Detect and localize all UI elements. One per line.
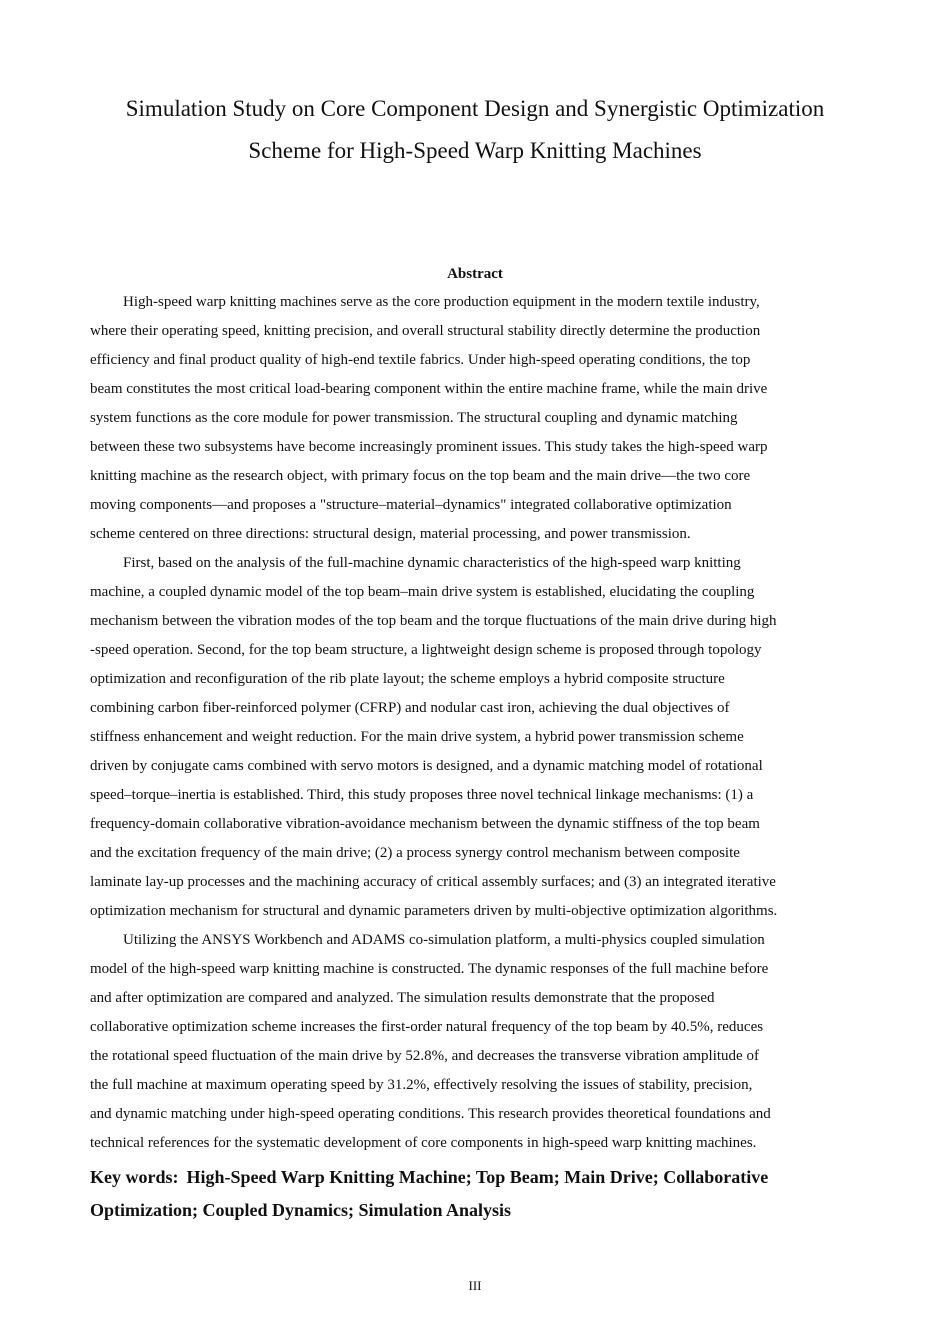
keywords-text-1: High-Speed Warp Knitting Machine; Top Beam; Main Drive; Collaborative: [186, 1167, 769, 1187]
abstract-body: [90, 288, 860, 1158]
paper-title-line-1: Simulation Study on Core Component Design and Synergistic Optimization: [125, 96, 825, 121]
keywords-text-2: Optimization; Coupled Dynamics; Simulation Analysis: [90, 1200, 512, 1220]
text-line: and dynamic matching under high-speed operating conditions. This research provides theoretical foundations and: [90, 1106, 771, 1122]
text-line: beam constitutes the most critical load-bearing component within the entire machine frame, while the main drive: [90, 381, 768, 397]
keywords-line-1: [90, 1161, 860, 1194]
text-line: system functions as the core module for power transmission. The structural coupling and dynamic matching: [90, 410, 738, 426]
text-line: where their operating speed, knitting precision, and overall structural stability directly determine the production: [90, 323, 761, 339]
text-line: and after optimization are compared and analyzed. The simulation results demonstrate that the proposed: [90, 990, 715, 1006]
abstract-paragraph-3: [90, 926, 860, 1158]
text-line: optimization mechanism for structural and dynamic parameters driven by multi-objective optimization algorithms.: [90, 903, 778, 919]
text-line: optimization and reconfiguration of the rib plate layout; the scheme employs a hybrid composite structure: [90, 671, 725, 687]
text-line: moving components—and proposes a "structure–material–dynamics" integrated collaborative optimization: [90, 497, 732, 513]
text-line: model of the high-speed warp knitting machine is constructed. The dynamic responses of the full machine before: [90, 961, 769, 977]
abstract-paragraph-2: [90, 549, 860, 926]
text-line: mechanism between the vibration modes of the top beam and the torque fluctuations of the main drive during high: [90, 613, 777, 629]
text-line: machine, a coupled dynamic model of the top beam–main drive system is established, elucidating the coupling: [90, 584, 755, 600]
text-line: -speed operation. Second, for the top beam structure, a lightweight design scheme is proposed through topology: [90, 642, 762, 658]
text-line: driven by conjugate cams combined with servo motors is designed, and a dynamic matching model of rotational: [90, 758, 763, 774]
page-number: III: [468, 1278, 482, 1293]
text-line: scheme centered on three directions: structural design, material processing, and power transmission.: [90, 526, 691, 542]
abstract-paragraph-1: [90, 288, 860, 549]
text-line: Utilizing the ANSYS Workbench and ADAMS co-simulation platform, a multi-physics coupled simulation: [123, 932, 765, 948]
text-line: technical references for the systematic development of core components in high-speed warp knitting machines.: [90, 1135, 757, 1151]
text-line: First, based on the analysis of the full-machine dynamic characteristics of the high-speed warp knitting: [123, 555, 741, 571]
text-line: the full machine at maximum operating speed by 31.2%, effectively resolving the issues of stability, precision,: [90, 1077, 753, 1093]
text-line: between these two subsystems have become increasingly prominent issues. This study takes the high-speed warp: [90, 439, 768, 455]
text-line: High-speed warp knitting machines serve as the core production equipment in the modern textile industry,: [123, 294, 760, 310]
text-line: frequency-domain collaborative vibration-avoidance mechanism between the dynamic stiffness of the top beam: [90, 816, 760, 832]
abstract-heading: Abstract: [447, 266, 503, 282]
text-line: speed–torque–inertia is established. Third, this study proposes three novel technical linkage mechanisms: (1) a: [90, 787, 754, 803]
keywords-label: Key words:: [90, 1167, 179, 1187]
text-line: knitting machine as the research object, with primary focus on the top beam and the main drive—the two core: [90, 468, 751, 484]
paper-title-line-2: Scheme for High-Speed Warp Knitting Machines: [248, 138, 702, 163]
paper-title: [80, 88, 870, 172]
text-line: collaborative optimization scheme increases the first-order natural frequency of the top beam by 40.5%, reduces: [90, 1019, 764, 1035]
keywords-block: [90, 1161, 860, 1227]
text-line: efficiency and final product quality of high-end textile fabrics. Under high-speed operating conditions, the top: [90, 352, 751, 368]
text-line: and the excitation frequency of the main drive; (2) a process synergy control mechanism between composite: [90, 845, 740, 861]
text-line: laminate lay-up processes and the machining accuracy of critical assembly surfaces; and (3) an integrated iterative: [90, 874, 776, 890]
text-line: combining carbon fiber-reinforced polymer (CFRP) and nodular cast iron, achieving the dual objectives of: [90, 700, 730, 716]
text-line: the rotational speed fluctuation of the main drive by 52.8%, and decreases the transverse vibration amplitude of: [90, 1048, 759, 1064]
text-line: stiffness enhancement and weight reduction. For the main drive system, a hybrid power transmission scheme: [90, 729, 744, 745]
